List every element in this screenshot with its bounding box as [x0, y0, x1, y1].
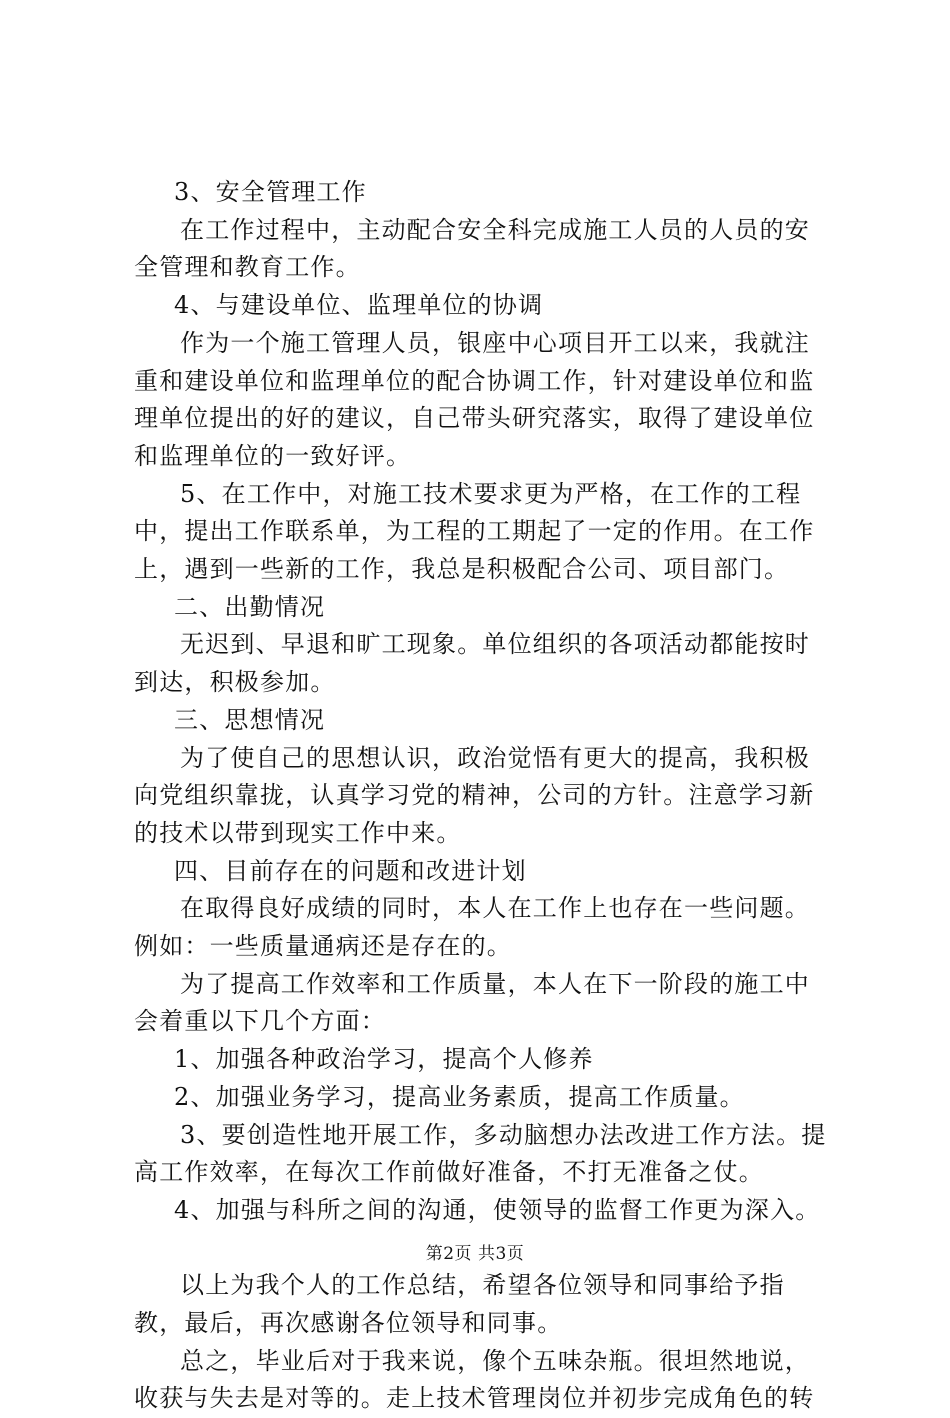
- section-heading: [134, 1079, 834, 1117]
- text-line: 高工作效率，在每次工作前做好准备，不打无准备之仗。: [134, 1158, 764, 1187]
- text-line: 遇到一些新的工作，我总是积极配合公司、项目部门。: [184, 555, 790, 584]
- text-line: 2、加强业务学习，提高业务素质，提高工作质量。: [174, 1082, 745, 1111]
- text-line: 的技术以带到现实工作中来。: [134, 818, 462, 847]
- page-number-footer: 第2页 共3页: [425, 1244, 525, 1264]
- section-heading: [134, 174, 834, 212]
- text-line: 5、在工作中，对施工技术要求更为严格，在工作的工程中，: [134, 479, 802, 546]
- text-line: 到达，积极参加。: [134, 668, 336, 697]
- section-heading: [134, 1192, 834, 1230]
- text-line: 3、要创造性地开展工作，多动脑想办法改进工作方法。提: [180, 1120, 827, 1149]
- section-heading: [134, 287, 834, 325]
- text-line: 以上为我个人的工作总结，希望各位领导和同事给予指教，: [134, 1271, 785, 1338]
- text-line: 为了使自己的思想认识，政治觉悟有更大的提高，我积极: [180, 743, 810, 772]
- section-heading: [134, 589, 834, 627]
- text-line: 在工作过程中，主动配合安全科完成施工人员的人员的安: [180, 215, 810, 244]
- text-line: 4、加强与科所之间的沟通，使领导的监督工作更为深入。: [174, 1195, 821, 1224]
- document-body: [134, 174, 834, 1418]
- text-line: 无迟到、早退和旷工现象。单位组织的各项活动都能按时: [180, 630, 810, 659]
- body-paragraph: [134, 1117, 834, 1192]
- body-paragraph: [134, 325, 834, 476]
- section-heading: [134, 1041, 834, 1079]
- text-line: 收获与失去是对等的。走上技术管理岗位并初步完成角色的转: [134, 1384, 815, 1413]
- text-line: 三、思想情况: [174, 705, 326, 734]
- text-line: 1、加强各种政治学习，提高个人修养: [174, 1045, 594, 1074]
- text-line: 向党组织靠拢，认真学习党的精神，公司的方针。注意学习新: [134, 781, 815, 810]
- text-line: 为了提高工作效率和工作质量，本人在下一阶段的施工中: [180, 969, 810, 998]
- text-line: 会着重以下几个方面：: [134, 1007, 386, 1036]
- text-line: 总之，毕业后对于我来说，像个五味杂瓶。很坦然地说，: [180, 1346, 810, 1375]
- text-line: 和监理单位的一致好评。: [134, 441, 412, 470]
- body-paragraph: [134, 966, 834, 1041]
- text-line: 全管理和教育工作。: [134, 253, 361, 282]
- text-line: 例如：一些质量通病还是存在的。: [134, 932, 512, 961]
- body-paragraph: [134, 212, 834, 287]
- text-line: 四、目前存在的问题和改进计划: [174, 856, 527, 885]
- body-paragraph: [134, 740, 834, 853]
- section-heading: [134, 853, 834, 891]
- text-line: 在取得良好成绩的同时，本人在工作上也存在一些问题。: [180, 894, 810, 923]
- text-line: 二、出勤情况: [174, 592, 326, 621]
- body-paragraph: [134, 626, 834, 701]
- text-line: 重和建设单位和监理单位的配合协调工作，针对建设单位和监: [134, 366, 815, 395]
- text-line: 最后，再次感谢各位领导和同事。: [184, 1309, 563, 1338]
- body-paragraph: [134, 1267, 834, 1342]
- text-line: 4、与建设单位、监理单位的协调: [174, 291, 544, 320]
- section-heading: [134, 702, 834, 740]
- text-line: 提出工作联系单，为工程的工期起了一定的作用。在工作上，: [134, 517, 815, 584]
- body-paragraph: [134, 1343, 834, 1418]
- text-line: 理单位提出的好的建议，自己带头研究落实，取得了建设单位: [134, 404, 815, 433]
- text-line: 3、安全管理工作: [174, 178, 367, 206]
- body-paragraph: [134, 476, 834, 589]
- text-line: 作为一个施工管理人员，银座中心项目开工以来，我就注: [180, 328, 810, 357]
- body-paragraph: [134, 890, 834, 965]
